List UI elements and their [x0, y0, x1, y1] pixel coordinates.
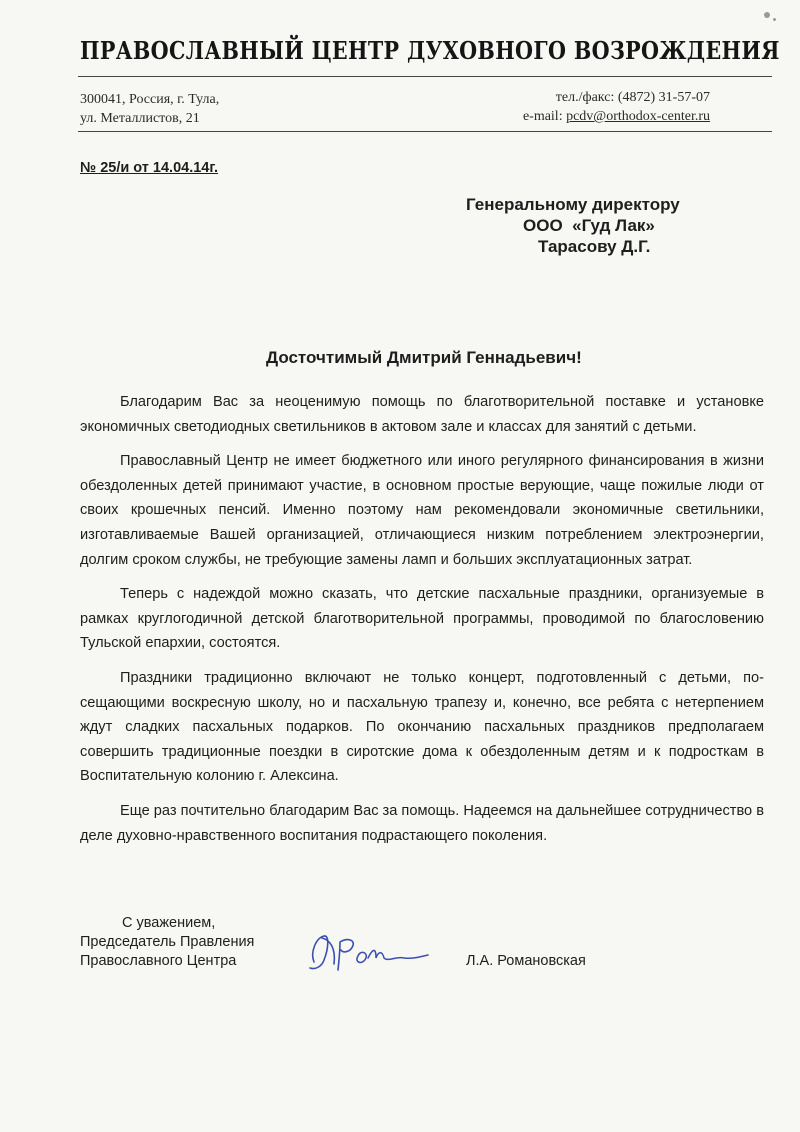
closing-block — [80, 914, 254, 971]
reference-number: № 25/и от 14.04.14г. — [80, 160, 218, 176]
postal-address — [80, 90, 219, 128]
paper-speck — [773, 18, 776, 21]
contact-info — [523, 88, 710, 126]
org-name-heading: ПРАВОСЛАВНЫЙ ЦЕНТР ДУХОВНОГО ВОЗРОЖДЕНИЯ — [80, 36, 780, 65]
email-link[interactable]: pcdv@orthodox-center.ru — [566, 109, 710, 124]
closing-regards: С уважением, — [122, 915, 216, 931]
closing-organization: Православного Центра — [80, 953, 237, 969]
closing-title: Председатель Правления — [80, 934, 255, 950]
email-label: e-mail: — [522, 109, 567, 124]
address-line-1: 300041, Россия, г. Тула, — [80, 92, 220, 107]
recipient-company: ООО «Гуд Лак» — [523, 216, 655, 235]
paper-speck — [764, 12, 770, 18]
recipient-block — [460, 194, 740, 257]
body-paragraph: Православный Центр не имеет бюджетного или иного регулярного финансирования в жизни обездоленных детей принимают участие, в основном простые верующие, чаще пожилые люди от своих крошечных пенсий. Именно поэтому нам рекомендовали экономичные светильники, изготавливаемые Вашей организацией, отличающиеся низким потреблением электроэнергии, долгим сроком службы, не требующие замены ламп и больших эксплуатационных затрат. — [80, 453, 764, 568]
signer-name: Л.А. Романовская — [466, 953, 586, 969]
body-paragraph: Еще раз почтительно благодарим Вас за помощь. Надеемся на дальнейшее сотрудничество в деле духовно-нравственного воспитания подрастающего поколения. — [80, 802, 764, 844]
header-bottom-divider — [78, 131, 772, 132]
body-paragraph: Праздники традиционно включают не только концерт, подготовленный с детьми, посещающими воскресную школу, но и пасхальную трапезу и, конечно, все ребята с нетерпением ждут сладких пасхальных подарков. По окончанию пасхальных праздников предполагаем совершить традиционные поездки в сиротские дома к обездоленным детям и к подросткам в Воспитательную колонию г. Алексина. — [80, 669, 764, 785]
handwritten-signature — [300, 928, 440, 978]
body-paragraph: Теперь с надеждой можно сказать, что детские пасхальные праздники, организуемые в рамках круглогодичной детской благотворительной программы, проводимой по благословению Тульской епархии, состоятся. — [80, 586, 764, 652]
recipient-position: Генеральному директору — [466, 195, 680, 214]
body-paragraph: Благодарим Вас за неоценимую помощь по благотворительной поставке и установке экономичных светодиодных светильников в актовом зале и классах для занятий с детьми. — [80, 394, 764, 435]
address-line-2: ул. Металлистов, 21 — [80, 111, 200, 126]
recipient-name: Тарасову Д.Г. — [538, 237, 651, 256]
phone-fax: тел./факс: (4872) 31-57-07 — [555, 90, 710, 105]
email-line — [523, 107, 710, 126]
salutation: Досточтимый Дмитрий Геннадьевич! — [266, 348, 582, 367]
header-top-divider — [78, 76, 772, 77]
letter-body — [80, 390, 764, 858]
